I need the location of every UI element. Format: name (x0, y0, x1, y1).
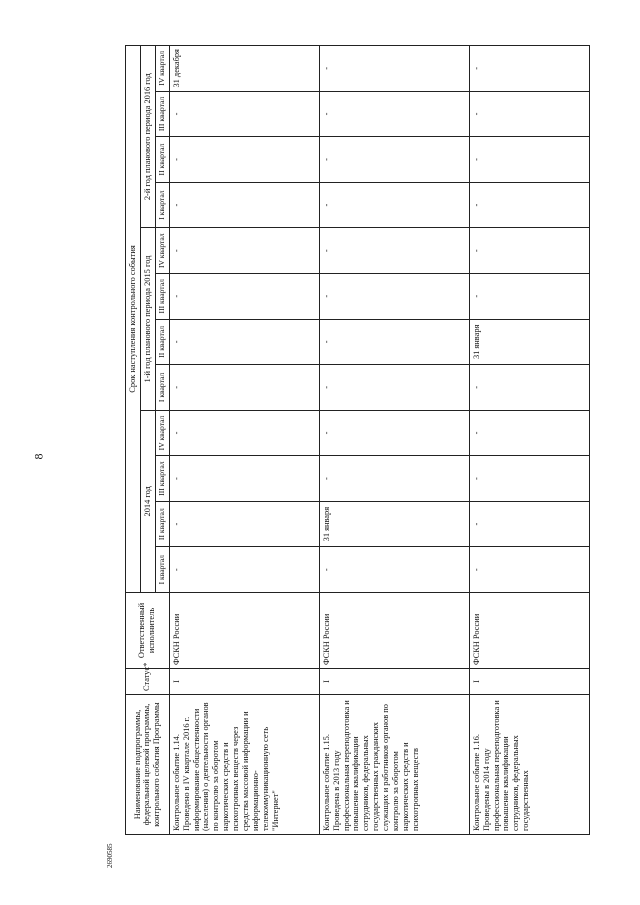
term-cell: - (169, 410, 319, 456)
term-cell: - (169, 547, 319, 593)
term-cell: - (469, 365, 589, 411)
event-status: I (169, 669, 319, 695)
term-cell: - (319, 273, 469, 319)
document-code: 2690585 (106, 843, 114, 868)
header-quarter: II квартал (155, 319, 169, 365)
header-quarter: III квартал (155, 91, 169, 137)
event-name: Контрольное событие 1.14. Проведено в IV квартале 2016 г. информирование общественности (населения) о деятельности органов по контролю за оборотом наркотических средств и психотропных веществ через средства массовой информации и информационно-телекоммуникационную сеть "Интернет" (169, 695, 319, 835)
term-cell: - (169, 319, 319, 365)
header-period-2015: 1-й год планового периода 2015 год (140, 228, 155, 410)
term-cell: - (319, 137, 469, 183)
term-cell: - (469, 46, 589, 92)
term-cell: - (169, 91, 319, 137)
term-cell: - (469, 410, 589, 456)
table-row (169, 46, 319, 835)
term-cell: - (469, 182, 589, 228)
term-cell: - (319, 319, 469, 365)
header-quarter: IV квартал (155, 228, 169, 274)
header-quarter: III квартал (155, 456, 169, 502)
term-cell: - (319, 91, 469, 137)
term-cell: 31 января (469, 319, 589, 365)
header-name: Наименование подпрограммы, федеральной целевой программы, контрольного события Программы (126, 695, 170, 835)
header-quarter: II квартал (155, 501, 169, 547)
term-cell: - (469, 456, 589, 502)
term-cell: - (169, 365, 319, 411)
term-cell: - (469, 547, 589, 593)
table-row (469, 46, 589, 835)
term-cell: - (469, 91, 589, 137)
header-quarter: I квартал (155, 182, 169, 228)
term-cell: - (169, 182, 319, 228)
header-quarter: III квартал (155, 273, 169, 319)
term-cell: - (169, 501, 319, 547)
event-status: I (469, 669, 589, 695)
term-cell: - (319, 228, 469, 274)
event-executor: ФСКН России (469, 593, 589, 669)
term-cell: - (319, 547, 469, 593)
term-cell: - (169, 456, 319, 502)
event-name: Контрольное событие 1.16. Проведены в 2014 году профессиональная переподготовка и повышение квалификации сотрудников, федеральных государственных (469, 695, 589, 835)
header-period-2014: 2014 год (140, 410, 155, 592)
term-cell: - (469, 273, 589, 319)
term-cell: - (469, 501, 589, 547)
term-cell: - (319, 410, 469, 456)
term-cell: - (169, 137, 319, 183)
header-quarter: I квартал (155, 547, 169, 593)
term-cell: 31 декабря (169, 46, 319, 92)
header-period-2016: 2-й год планового периода 2016 год (140, 46, 155, 228)
header-term: Срок наступления контрольного события (126, 46, 141, 593)
term-cell: - (319, 46, 469, 92)
term-cell: - (319, 182, 469, 228)
header-status: Статус* (126, 669, 170, 695)
header-quarter: IV квартал (155, 410, 169, 456)
event-name: Контрольное событие 1.15. Проведена в 2013 году профессиональная переподготовка и повышение квалификации сотрудников, федеральных государственных гражданских служащих и работников органов по контролю за оборотом наркотических средств и психотропных веществ (319, 695, 469, 835)
control-events-table-rotated (125, 45, 610, 835)
event-executor: ФСКН России (319, 593, 469, 669)
term-cell: - (319, 365, 469, 411)
page-number: 8 (31, 453, 46, 460)
term-cell: - (469, 228, 589, 274)
term-cell: - (469, 137, 589, 183)
term-cell: - (169, 228, 319, 274)
header-executor: Ответственный исполнитель (126, 593, 170, 669)
header-quarter: II квартал (155, 137, 169, 183)
table-row (319, 46, 469, 835)
term-cell: 31 января (319, 501, 469, 547)
control-events-table (125, 45, 590, 835)
event-status: I (319, 669, 469, 695)
event-executor: ФСКН России (169, 593, 319, 669)
term-cell: - (319, 456, 469, 502)
header-quarter: IV квартал (155, 46, 169, 92)
header-quarter: I квартал (155, 365, 169, 411)
term-cell: - (169, 273, 319, 319)
